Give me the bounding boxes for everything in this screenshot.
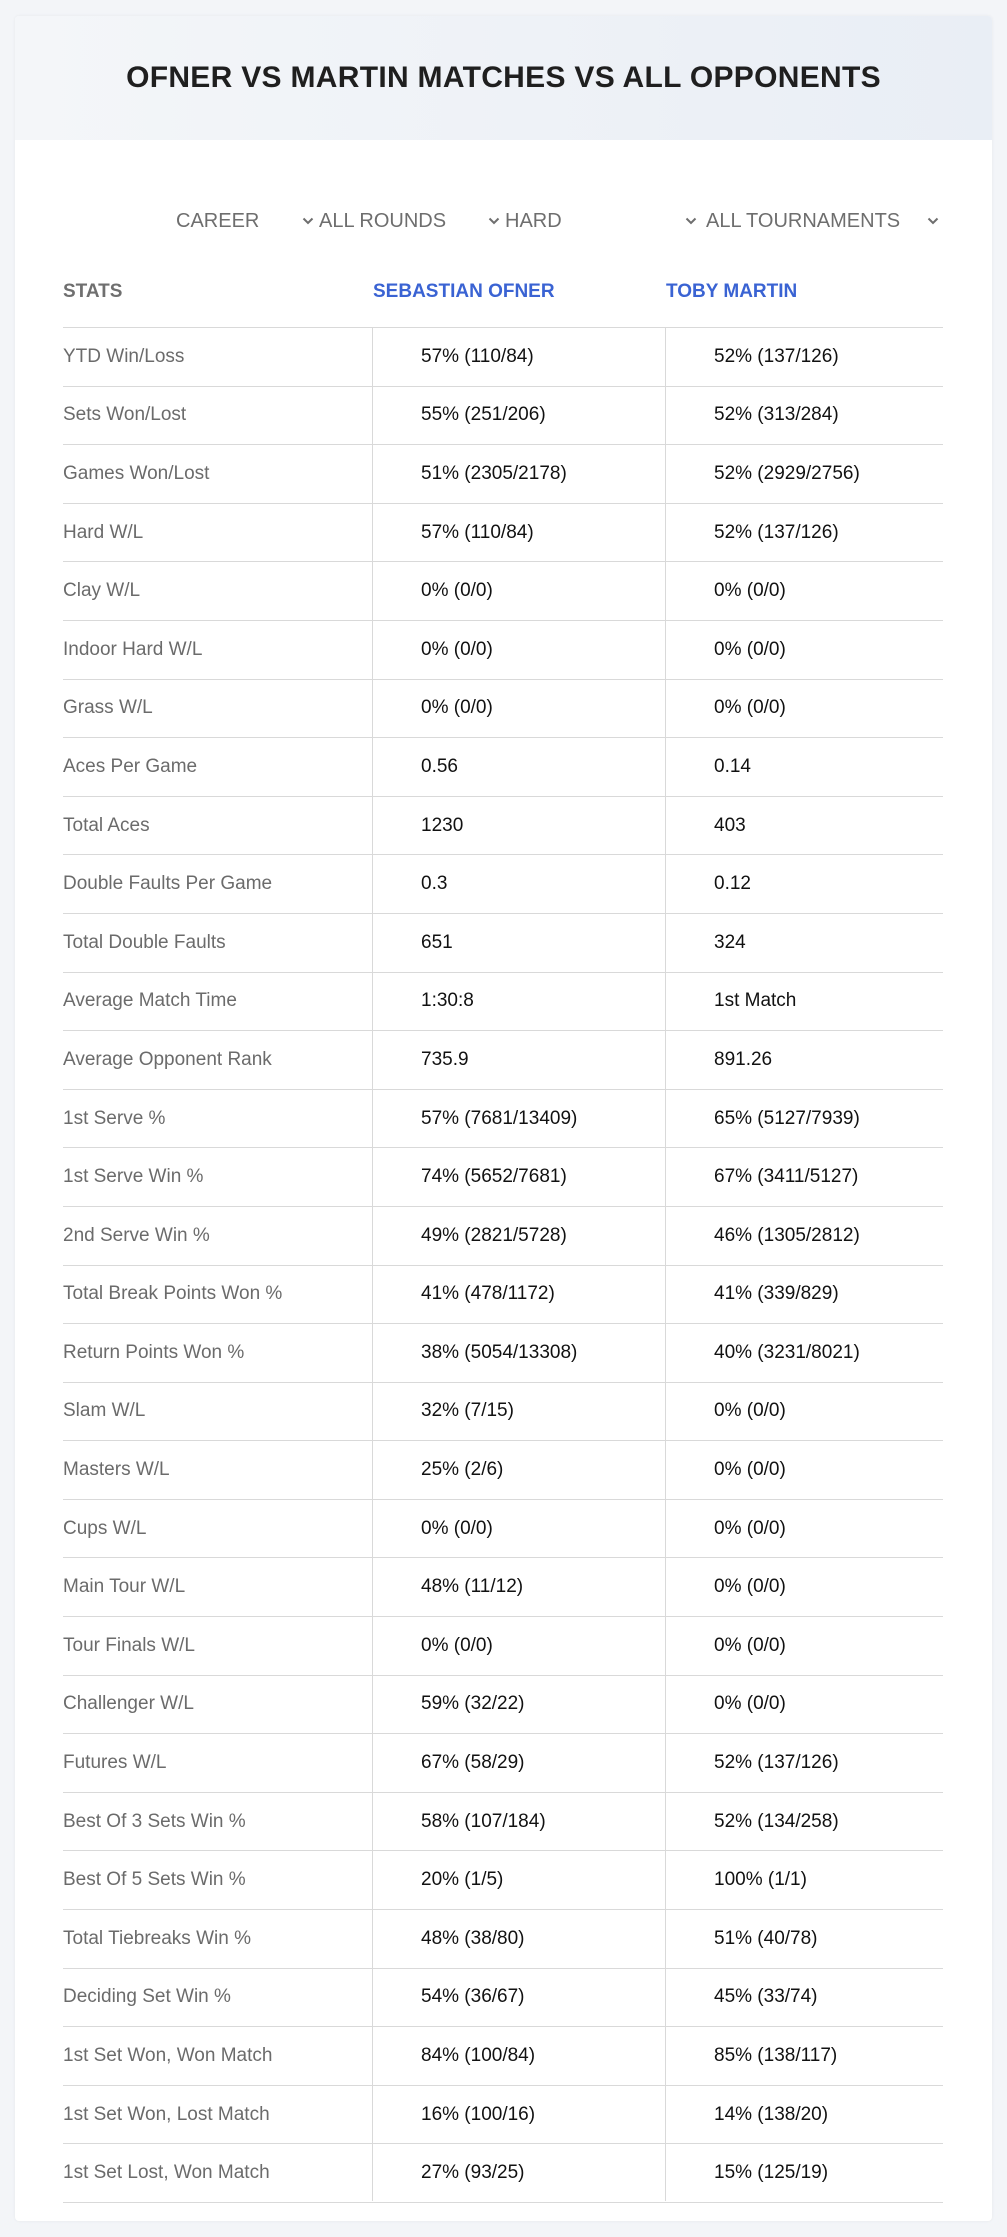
- stat-label: 1st Serve Win %: [63, 1166, 204, 1188]
- player1-stat-value: 20% (1/5): [421, 1869, 504, 1891]
- stat-label: Total Aces: [63, 814, 150, 836]
- table-row: [63, 445, 943, 504]
- table-row: [63, 1676, 943, 1735]
- page-title: OFNER VS MARTIN MATCHES VS ALL OPPONENTS: [126, 61, 881, 94]
- player1-stat-value: 0% (0/0): [421, 697, 493, 719]
- player1-stat-value: 58% (107/184): [421, 1810, 546, 1832]
- player1-stat-value: 1:30:8: [421, 990, 474, 1012]
- table-row: [63, 1910, 943, 1969]
- player2-stat-value: 403: [714, 814, 746, 836]
- player2-stat-value: 100% (1/1): [714, 1869, 807, 1891]
- table-row: [63, 973, 943, 1032]
- player2-stat-value: 0% (0/0): [714, 1576, 786, 1598]
- player2-stat-value: 52% (134/258): [714, 1810, 839, 1832]
- stats-column-header: STATS: [63, 281, 123, 302]
- table-row: [63, 738, 943, 797]
- player1-stat-value: 54% (36/67): [421, 1986, 525, 2008]
- stat-label: Games Won/Lost: [63, 462, 210, 484]
- table-row: [63, 387, 943, 446]
- stats-card: [15, 16, 992, 2221]
- player2-stat-value: 0.14: [714, 755, 751, 777]
- table-row: [63, 1207, 943, 1266]
- table-row: [63, 1851, 943, 1910]
- stats-table-body: [63, 328, 943, 2203]
- surface-select[interactable]: [505, 186, 697, 256]
- stat-label: Double Faults Per Game: [63, 873, 273, 895]
- stat-label: Hard W/L: [63, 521, 144, 543]
- player1-column-header[interactable]: SEBASTIAN OFNER: [373, 281, 555, 302]
- player2-stat-value: 52% (137/126): [714, 1752, 839, 1774]
- chevron-down-icon: [302, 215, 314, 227]
- player2-stat-value: 0% (0/0): [714, 1459, 786, 1481]
- player1-stat-value: 84% (100/84): [421, 2045, 536, 2067]
- player2-stat-value: 14% (138/20): [714, 2103, 829, 2125]
- stat-label: Best Of 5 Sets Win %: [63, 1869, 246, 1891]
- stat-label: Total Tiebreaks Win %: [63, 1927, 251, 1949]
- stat-label: Deciding Set Win %: [63, 1986, 231, 2008]
- player2-stat-value: 85% (138/117): [714, 2045, 838, 2067]
- table-row: [63, 1441, 943, 1500]
- table-row: [63, 1031, 943, 1090]
- table-row: [63, 1148, 943, 1207]
- surface-select-value: HARD: [505, 209, 562, 232]
- stat-label: Total Break Points Won %: [63, 1283, 283, 1305]
- player1-stat-value: 25% (2/6): [421, 1459, 504, 1481]
- tournament-select[interactable]: [706, 186, 939, 256]
- table-row: [63, 1558, 943, 1617]
- player2-stat-value: 51% (40/78): [714, 1927, 818, 1949]
- stat-label: 2nd Serve Win %: [63, 1224, 210, 1246]
- table-row: [63, 1617, 943, 1676]
- stat-label: 1st Set Won, Won Match: [63, 2045, 273, 2067]
- stat-label: Average Match Time: [63, 990, 237, 1012]
- stat-label: Slam W/L: [63, 1400, 146, 1422]
- table-row: [63, 1324, 943, 1383]
- player1-stat-value: 0.3: [421, 873, 448, 895]
- table-row: [63, 855, 943, 914]
- player1-stat-value: 0.56: [421, 755, 458, 777]
- player2-stat-value: 52% (313/284): [714, 404, 839, 426]
- player1-stat-value: 0% (0/0): [421, 580, 493, 602]
- stat-label: Best Of 3 Sets Win %: [63, 1810, 246, 1832]
- player2-stat-value: 0% (0/0): [714, 1517, 786, 1539]
- table-row: [63, 504, 943, 563]
- player2-stat-value: 0% (0/0): [714, 638, 786, 660]
- player1-stat-value: 27% (93/25): [421, 2162, 525, 2184]
- table-row: [63, 1383, 943, 1442]
- player1-stat-value: 16% (100/16): [421, 2103, 536, 2125]
- chevron-down-icon: [927, 215, 939, 227]
- table-row: [63, 680, 943, 739]
- stat-label: Aces Per Game: [63, 755, 198, 777]
- player1-stat-value: 0% (0/0): [421, 1634, 493, 1656]
- player2-stat-value: 52% (137/126): [714, 521, 839, 543]
- table-row: [63, 2027, 943, 2086]
- player2-stat-value: 15% (125/19): [714, 2162, 829, 2184]
- stat-label: 1st Set Won, Lost Match: [63, 2103, 270, 2125]
- player1-stat-value: 735.9: [421, 1048, 469, 1070]
- player2-stat-value: 52% (137/126): [714, 345, 839, 367]
- player1-stat-value: 57% (110/84): [421, 345, 534, 367]
- player1-stat-value: 48% (11/12): [421, 1576, 524, 1598]
- player2-stat-value: 52% (2929/2756): [714, 462, 860, 484]
- stat-label: 1st Set Lost, Won Match: [63, 2162, 270, 2184]
- stat-label: Challenger W/L: [63, 1693, 194, 1715]
- stat-label: Masters W/L: [63, 1459, 170, 1481]
- table-row: [63, 797, 943, 856]
- player2-stat-value: 41% (339/829): [714, 1283, 839, 1305]
- player1-stat-value: 32% (7/15): [421, 1400, 514, 1422]
- player2-column-header[interactable]: TOBY MARTIN: [666, 281, 798, 302]
- player2-stat-value: 65% (5127/7939): [714, 1107, 860, 1129]
- player2-stat-value: 0% (0/0): [714, 580, 786, 602]
- player1-stat-value: 41% (478/1172): [421, 1283, 555, 1305]
- stat-label: Cups W/L: [63, 1517, 147, 1539]
- filter-bar: [15, 186, 992, 256]
- player2-stat-value: 46% (1305/2812): [714, 1224, 860, 1246]
- chevron-down-icon: [685, 215, 697, 227]
- tournament-select-value: ALL TOURNAMENTS: [706, 209, 901, 232]
- stat-label: Average Opponent Rank: [63, 1048, 272, 1070]
- stat-label: Sets Won/Lost: [63, 404, 187, 426]
- table-row: [63, 2144, 943, 2203]
- player2-stat-value: 324: [714, 931, 746, 953]
- stat-label: Return Points Won %: [63, 1341, 245, 1363]
- stat-label: YTD Win/Loss: [63, 345, 185, 367]
- table-row: [63, 1266, 943, 1325]
- player1-stat-value: 74% (5652/7681): [421, 1166, 567, 1188]
- player2-stat-value: 40% (3231/8021): [714, 1341, 860, 1363]
- chevron-down-icon: [488, 215, 500, 227]
- player1-stat-value: 48% (38/80): [421, 1927, 525, 1949]
- player1-stat-value: 651: [421, 931, 453, 953]
- table-row: [63, 1793, 943, 1852]
- player1-stat-value: 0% (0/0): [421, 638, 493, 660]
- stat-label: Clay W/L: [63, 580, 141, 602]
- table-row: [63, 1734, 943, 1793]
- player2-stat-value: 0% (0/0): [714, 697, 786, 719]
- table-row: [63, 621, 943, 680]
- round-select-value: ALL ROUNDS: [319, 209, 447, 232]
- player1-stat-value: 55% (251/206): [421, 404, 546, 426]
- player2-stat-value: 1st Match: [714, 990, 797, 1012]
- stat-label: Indoor Hard W/L: [63, 638, 203, 660]
- player2-stat-value: 0% (0/0): [714, 1400, 786, 1422]
- table-row: [63, 328, 943, 387]
- round-select[interactable]: [319, 186, 500, 256]
- player2-stat-value: 67% (3411/5127): [714, 1166, 859, 1188]
- player1-stat-value: 59% (32/22): [421, 1693, 525, 1715]
- player2-stat-value: 0% (0/0): [714, 1693, 786, 1715]
- table-header: [63, 256, 943, 328]
- table-row: [63, 1969, 943, 2028]
- stat-label: Tour Finals W/L: [63, 1634, 195, 1656]
- player2-stat-value: 0.12: [714, 873, 751, 895]
- player1-stat-value: 0% (0/0): [421, 1517, 493, 1539]
- player1-stat-value: 49% (2821/5728): [421, 1224, 567, 1246]
- card-header: [15, 16, 992, 140]
- player2-stat-value: 45% (33/74): [714, 1986, 818, 2008]
- stat-label: 1st Serve %: [63, 1107, 166, 1129]
- table-row: [63, 1500, 943, 1559]
- player2-stat-value: 0% (0/0): [714, 1634, 786, 1656]
- period-select[interactable]: [176, 186, 314, 256]
- table-row: [63, 1090, 943, 1149]
- stat-label: Total Double Faults: [63, 931, 226, 953]
- player1-stat-value: 1230: [421, 814, 464, 836]
- player1-stat-value: 51% (2305/2178): [421, 462, 567, 484]
- player1-stat-value: 57% (110/84): [421, 521, 534, 543]
- player1-stat-value: 38% (5054/13308): [421, 1341, 578, 1363]
- player1-stat-value: 67% (58/29): [421, 1752, 525, 1774]
- stat-label: Futures W/L: [63, 1752, 167, 1774]
- table-row: [63, 914, 943, 973]
- player2-stat-value: 891.26: [714, 1048, 773, 1070]
- player1-stat-value: 57% (7681/13409): [421, 1107, 578, 1129]
- stat-label: Grass W/L: [63, 697, 153, 719]
- stat-label: Main Tour W/L: [63, 1576, 186, 1598]
- table-row: [63, 2086, 943, 2145]
- period-select-value: CAREER: [176, 209, 260, 232]
- table-row: [63, 562, 943, 621]
